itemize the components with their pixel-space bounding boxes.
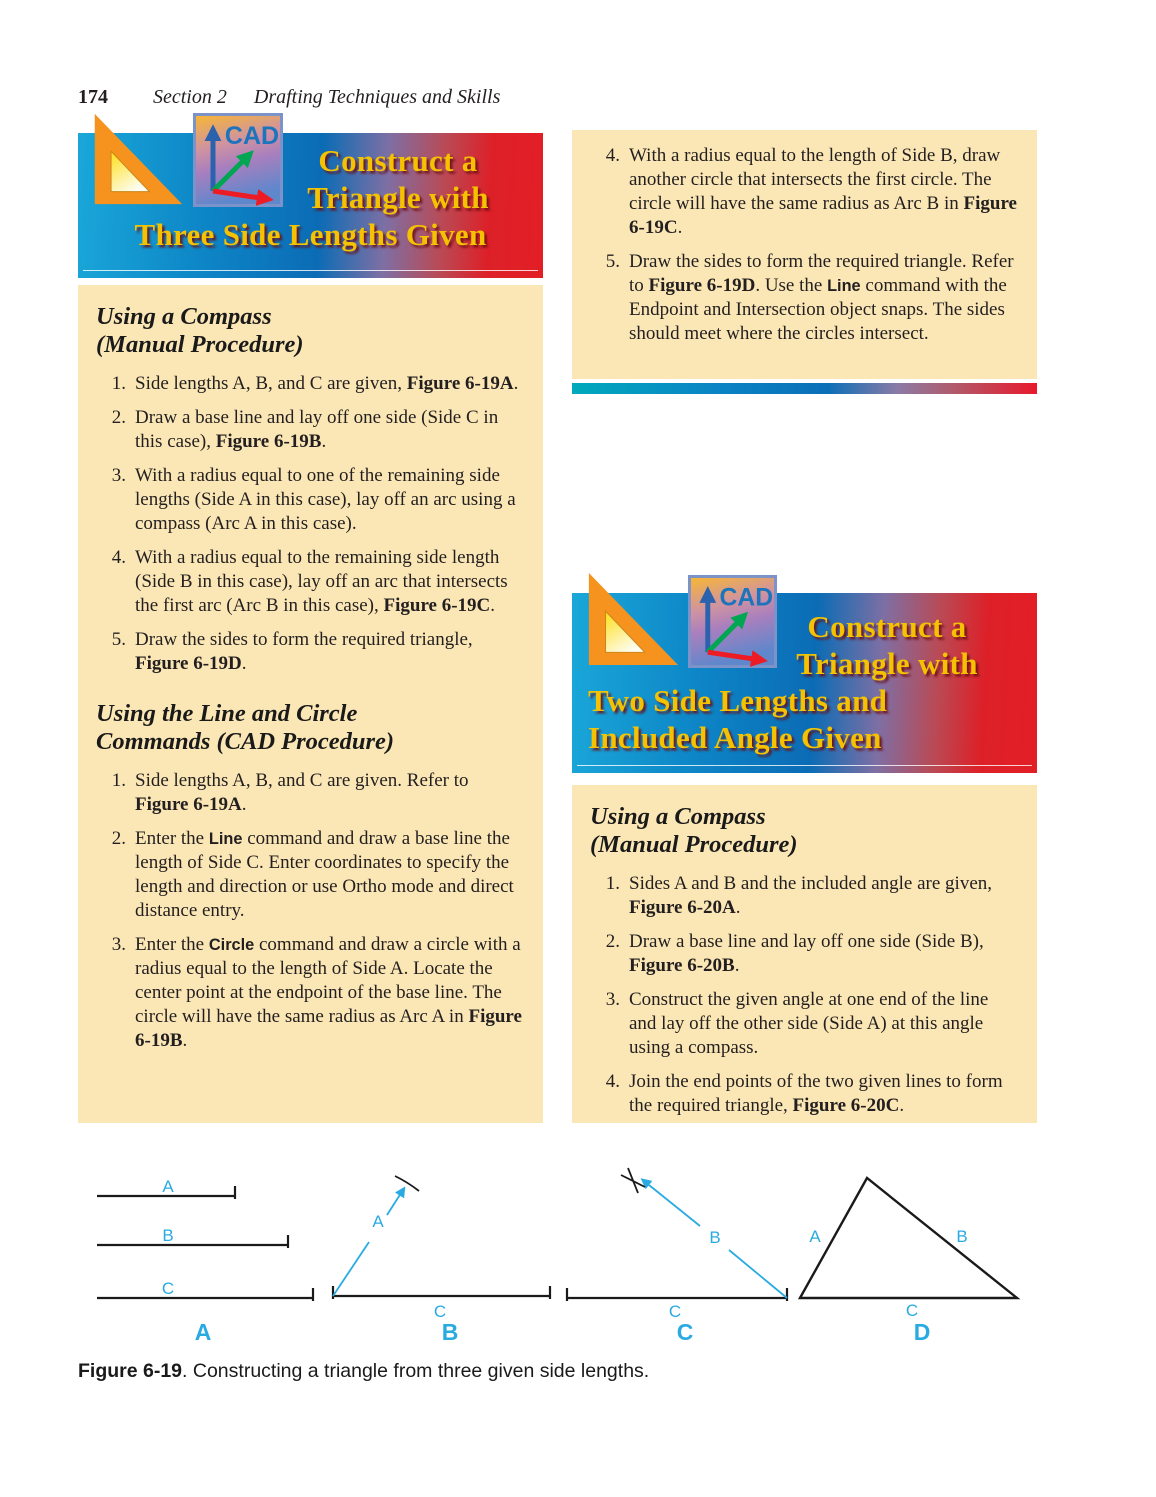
list-item: 1. Side lengths A, B, and C are given, Figure 6-19A. — [111, 372, 519, 394]
panel-label-d: D — [913, 1319, 931, 1345]
panel-label-b: B — [441, 1319, 459, 1345]
banner-title-line: Two Side Lengths and — [588, 683, 888, 718]
list-item: 3. Construct the given angle at one end of the line and lay off the other side (Side A) at this angle using a compass. — [605, 988, 989, 1058]
section-title: Drafting Techniques and Skills — [253, 86, 501, 108]
list-item: 1. Sides A and B and the included angle are given, Figure 6-20A. — [605, 872, 993, 918]
continued-steps-list — [590, 144, 1019, 346]
cad-icon-label: CAD — [224, 122, 280, 150]
panel-a-lines — [97, 1186, 313, 1301]
result-triangle — [800, 1178, 1017, 1298]
list-item: 3. With a radius equal to one of the remaining side lengths (Side A in this case), lay off an arc using a compass (Arc A in this case). — [111, 464, 516, 534]
list-item: 3. Enter the Circle command and draw a circle with a radius equal to the length of Side A. Locate the center point at the endpoint of the base line. The circle will have the same radius as Arc A in Figure 6-19B. — [111, 933, 522, 1051]
list-item: 5. Draw the sides to form the required triangle. Refer to Figure 6-19D. Use the Line command with the Endpoint and Intersection object snaps. The sides should meet where the circles intersect. — [605, 251, 1014, 344]
drafting-triangle-icon — [583, 570, 681, 668]
cad-icon-label: CAD — [719, 584, 774, 612]
banner-title-line: Triangle with — [796, 646, 978, 681]
side-label: A — [162, 1177, 174, 1196]
side-label: C — [668, 1302, 682, 1321]
list-item: 5. Draw the sides to form the required triangle, Figure 6-19D. — [111, 628, 473, 674]
side-label: C — [433, 1302, 447, 1321]
list-item: 1. Side lengths A, B, and C are given. Refer to Figure 6-19A. — [111, 769, 469, 815]
cad-icon — [193, 113, 283, 207]
drafting-triangle-icon — [88, 111, 186, 207]
left-procedure-box — [78, 285, 543, 1123]
side-label: C — [905, 1301, 919, 1320]
list-item: 4. With a radius equal to the length of Side B, draw another circle that intersects the first circle. The circle will have the same radius as Arc B in Figure 6-19C. — [605, 145, 1017, 238]
side-label: B — [162, 1226, 174, 1245]
side-label: A — [809, 1227, 821, 1246]
banner-title-line: Three Side Lengths Given — [134, 217, 487, 252]
side-label: B — [956, 1227, 968, 1246]
banner-title-line: Construct a — [807, 609, 967, 644]
heading-using-a-compass-2: Using a Compass (Manual Procedure) — [590, 803, 798, 859]
side-label: B — [709, 1228, 721, 1247]
heading-using-a-compass: Using a Compass (Manual Procedure) — [96, 303, 304, 359]
panel-c-baseline — [567, 1288, 787, 1301]
figure-6-19 — [78, 1163, 1038, 1358]
banner-title-line: Included Angle Given — [588, 720, 882, 755]
right-continued-box — [572, 130, 1037, 379]
page-number: 174 — [78, 86, 108, 108]
side-label: A — [372, 1212, 384, 1231]
compass-steps-list-2 — [590, 872, 1019, 1118]
list-item: 2. Draw a base line and lay off one side (Side B), Figure 6-20B. — [605, 930, 984, 976]
panel-label-a: A — [194, 1319, 212, 1345]
right-procedure-box — [572, 785, 1037, 1123]
list-item: 4. Join the end points of the two given lines to form the required triangle, Figure 6-20C. — [605, 1070, 1003, 1116]
page-header — [78, 86, 500, 109]
banner-title-line: Triangle with — [307, 180, 489, 215]
section-label: Section 2 — [153, 86, 227, 108]
panel-b-baseline — [333, 1286, 550, 1299]
section-divider-gradient-bar — [572, 383, 1037, 394]
banner-title-line: Construct a — [318, 143, 478, 178]
cad-icon — [685, 575, 780, 668]
cad-steps-list — [96, 769, 525, 1053]
intersection-x-mark — [621, 1168, 645, 1193]
heading-line-circle-commands: Using the Line and Circle Commands (CAD Procedure) — [96, 699, 395, 756]
list-item: 4. With a radius equal to the remaining side length (Side B in this case), lay off an arc that intersects the first arc (Arc B in this case), Figure 6-19C. — [111, 546, 508, 616]
figure-caption-label: Figure 6-19 — [78, 1360, 183, 1382]
figure-caption-text: . Constructing a triangle from three given side lengths. — [182, 1360, 650, 1382]
list-item: 2. Enter the Line command and draw a base line the length of Side C. Enter coordinates to specify the length and direction or use Ortho mode and direct distance entry. — [111, 827, 514, 921]
figure-caption — [78, 1360, 978, 1383]
side-label: C — [161, 1279, 175, 1298]
panel-b-arc-arrow — [333, 1190, 403, 1296]
compass-arc-mark — [395, 1176, 419, 1191]
list-item: 2. Draw a base line and lay off one side (Side C in this case), Figure 6-19B. — [111, 406, 499, 452]
compass-steps-list — [96, 372, 525, 676]
panel-label-c: C — [676, 1319, 694, 1345]
